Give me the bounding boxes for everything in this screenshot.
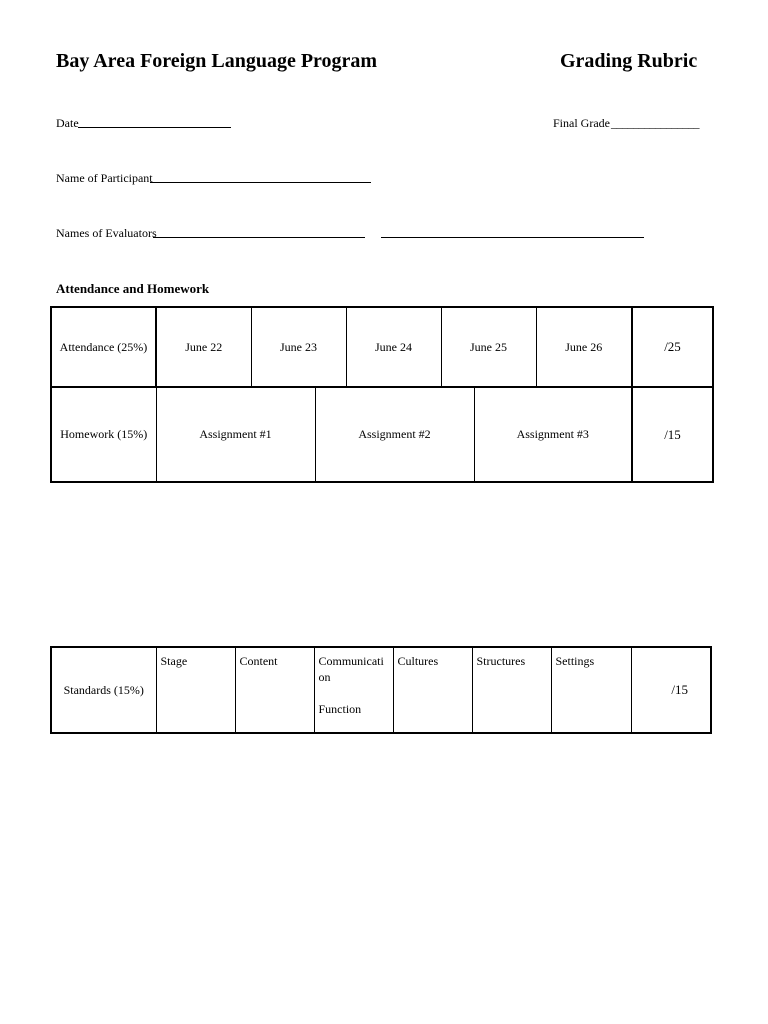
attendance-day-cell[interactable]: June 24 [346,307,441,387]
standards-cultures-cell[interactable]: Cultures [393,647,472,733]
homework-label: Homework (15%) [51,388,156,483]
attendance-table [50,306,714,388]
standards-settings-cell[interactable]: Settings [551,647,631,733]
homework-table [50,387,714,483]
standards-structures-cell[interactable]: Structures [472,647,551,733]
homework-score[interactable]: /15 [632,388,713,483]
communication-label: Communicati on [318,654,384,684]
standards-content-cell[interactable]: Content [235,647,314,733]
assignment-cell[interactable]: Assignment #2 [315,388,474,483]
attendance-label: Attendance (25%) [51,307,156,387]
date-label: Date [56,116,79,130]
final-grade-field[interactable]: ________________ [611,116,699,130]
attendance-day-cell[interactable]: June 25 [441,307,536,387]
program-title: Bay Area Foreign Language Program [56,50,378,72]
evaluators-label [56,226,157,241]
standards-score[interactable]: /15 [631,647,711,733]
standards-table [50,646,712,734]
attendance-day-cell[interactable]: June 26 [536,307,632,387]
attendance-row [51,307,713,387]
evaluator-2-field[interactable] [381,237,644,238]
date-field[interactable] [78,127,231,128]
attendance-day-cell[interactable]: June 23 [251,307,346,387]
assignment-cell[interactable]: Assignment #3 [474,388,632,483]
standards-communication-cell[interactable] [314,647,393,733]
homework-row [51,388,713,483]
standards-row [51,647,711,733]
participant-field[interactable] [150,182,371,183]
standards-label: Standards (15%) [51,647,156,733]
standards-stage-cell[interactable]: Stage [156,647,235,733]
evaluators-label-text: Names of Evaluators [56,226,157,240]
final-grade-label: Final Grade [553,116,610,130]
evaluator-1-field[interactable] [153,237,365,238]
attendance-score[interactable]: /25 [632,307,713,387]
function-label: Function [318,702,362,716]
rubric-title: Grading Rubric [560,50,698,72]
participant-label: Name of Participant [56,171,153,185]
assignment-cell[interactable]: Assignment #1 [156,388,315,483]
attendance-day-cell[interactable]: June 22 [156,307,251,387]
attendance-homework-heading: Attendance and Homework [56,281,210,296]
